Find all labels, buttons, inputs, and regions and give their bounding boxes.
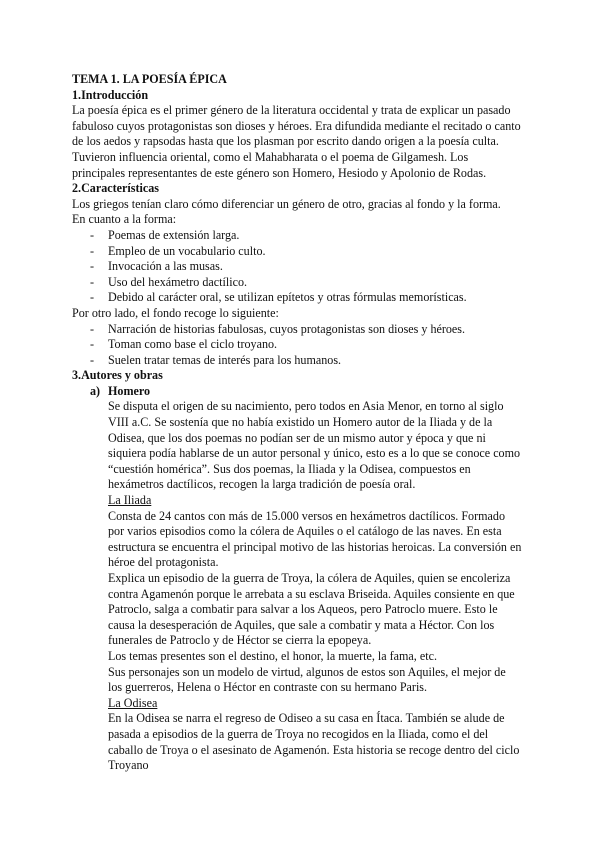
document-page — [72, 70, 522, 774]
list-item: - Narración de historias fabulosas, cuyos protagonistas son dioses y héroes. — [90, 321, 466, 336]
dash-marker: - — [90, 337, 95, 352]
list-item: - Toman como base el ciclo troyano. — [90, 337, 278, 352]
dash-marker: - — [90, 321, 95, 336]
odisea-paragraph-1: En la Odisea se narra el regreso de Odiseo a su casa en Ítaca. También se alude de pasada a episodios de la guerra de Troya no recogidos en la Iliada, como el del caballo de Troya o el asesinato de Agamenón. Esta historia se recoge dentro del ciclo Troyano — [108, 711, 520, 773]
list-item: - Uso del hexámetro dactílico. — [90, 274, 248, 289]
list-item: - Invocación a las musas. — [90, 259, 223, 274]
dash-marker: - — [90, 259, 95, 274]
iliada-paragraph-2: Explica un episodio de la guerra de Troya, la cólera de Aquiles, quien se encoleriza contra Agamenón porque le arrebata a su esclava Briseida. Aquiles consiente en que Patroclo, salga a combatir para salvar a los Aqueos, pero Patroclo muere. Esto le causa la desesperación de Aquiles, que sale a combatir y mata a Héctor. Con los funerales de Patroclo y de Héctor se cierra la epopeya. — [108, 571, 515, 648]
list-item: - Empleo de un vocabulario culto. — [90, 243, 266, 258]
odisea-title: La Odisea — [108, 695, 158, 710]
dash-marker: - — [90, 290, 95, 305]
iliada-paragraph-1: Consta de 24 cantos con más de 15.000 versos en hexámetros dactílicos. Formado por varios episodios como la cólera de Aquiles o el catálogo de las naves. En esta estructura se encuentra el principal motivo de las historias heroicas. La conversión en héroe del protagonista. — [108, 508, 522, 570]
list-marker: a) — [90, 383, 101, 398]
dash-marker: - — [90, 243, 95, 258]
document-title: TEMA 1. LA POESÍA ÉPICA — [72, 72, 227, 86]
fondo-list — [72, 322, 522, 369]
fondo-intro: Por otro lado, el fondo recoge lo siguiente: — [72, 305, 279, 320]
section-1-paragraph: La poesía épica es el primer género de la literatura occidental y trata de explicar un pasado fabuloso cuyos protagonistas son dioses y héroes. Era difundida mediante el recitado o canto de los aedos y rapsodas hasta que los plasman por escrito dando origen a la poesía culta. Tuvieron influencia oriental, como el Mahabharata o el poema de Gilgamesh. Los principales representantes de este género son Homero, Hesiodo y Apolonio de Rodas. — [72, 103, 521, 180]
homero-heading: a) Homero — [90, 383, 151, 398]
dash-marker: - — [90, 227, 95, 242]
iliada-paragraph-3: Los temas presentes son el destino, el honor, la muerte, la fama, etc. — [108, 648, 437, 663]
homero-content — [72, 399, 522, 773]
section-2-heading: 2.Características — [72, 181, 159, 196]
section-3-heading: 3.Autores y obras — [72, 368, 163, 383]
forma-list — [72, 228, 522, 306]
list-item: - Suelen tratar temas de interés para los humanos. — [90, 352, 342, 367]
forma-intro: En cuanto a la forma: — [72, 212, 177, 227]
homero-paragraph: Se disputa el origen de su nacimiento, pero todos en Asia Menor, en torno al siglo VIII a.C. Se sostenía que no había existido un Homero autor de la Iliada y de la Odisea, que los dos poemas no podían ser de un mismo autor y época y que ni siquiera podía hablarse de un autor personal y único, esto es a lo que se conoce como “cuestión homérica”. Sus dos poemas, la Iliada y la Odisea, compuestos en hexámetros dactílicos, recogen la larga tradición de poesía oral. — [108, 399, 521, 492]
iliada-title: La Iliada — [108, 493, 152, 508]
iliada-paragraph-4: Sus personajes son un modelo de virtud, algunos de estos son Aquiles, el mejor de los guerreros, Helena o Héctor en contraste con su hermano Paris. — [108, 664, 506, 695]
list-item: - Poemas de extensión larga. — [90, 227, 240, 242]
dash-marker: - — [90, 352, 95, 367]
dash-marker: - — [90, 274, 95, 289]
list-item: - Debido al carácter oral, se utilizan epítetos y otras fórmulas memorísticas. — [90, 290, 467, 305]
section-2-intro: Los griegos tenían claro cómo diferenciar un género de otro, gracias al fondo y la forma. — [72, 196, 501, 211]
section-1-heading: 1.Introducción — [72, 87, 149, 102]
